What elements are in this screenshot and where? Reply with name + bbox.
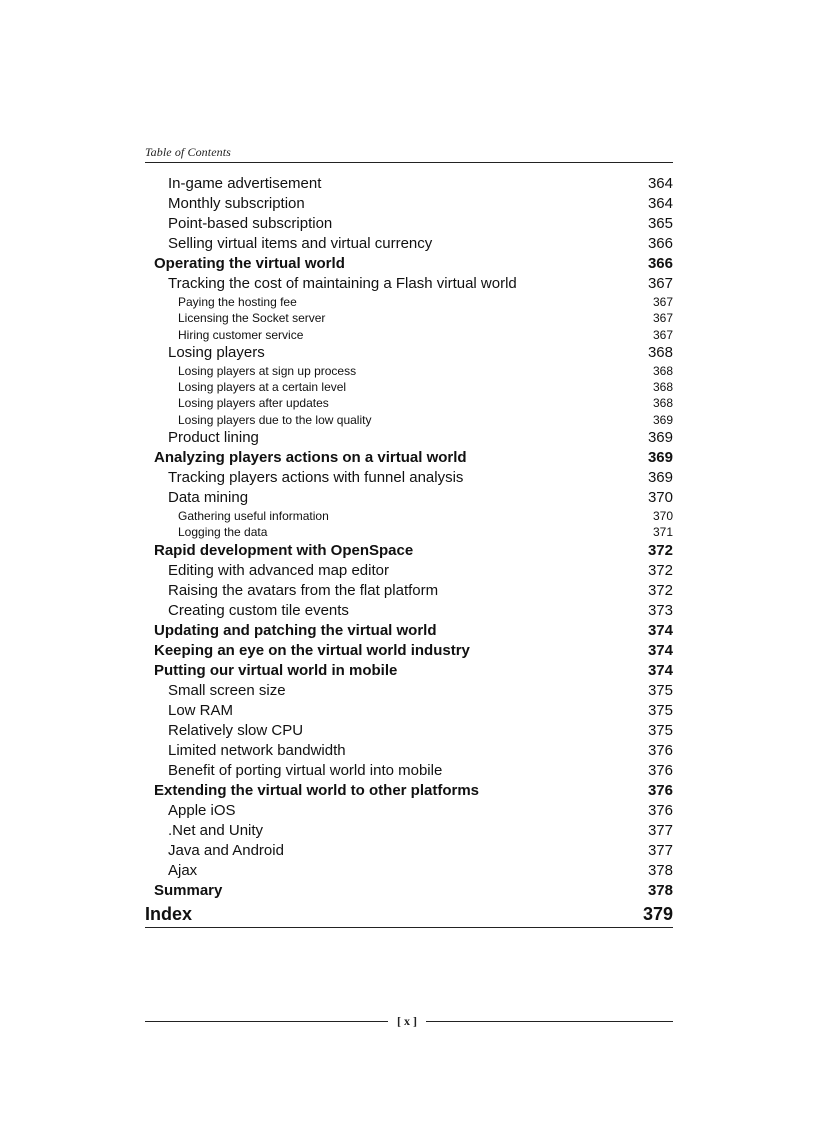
toc-subsection-entry[interactable]	[145, 214, 673, 234]
toc-entry-page: 373	[647, 601, 673, 619]
toc-subsection-entry[interactable]	[145, 488, 673, 508]
running-header: Table of Contents	[145, 145, 231, 159]
toc-subsection-entry[interactable]	[145, 428, 673, 448]
toc-subsection-entry[interactable]	[145, 721, 673, 741]
toc-subsection-entry[interactable]	[145, 861, 673, 881]
toc-entry-title: Licensing the Socket server	[178, 311, 326, 326]
toc-entry-title: Apple iOS	[168, 801, 236, 819]
toc-subsubsection-entry[interactable]	[145, 524, 673, 540]
toc-subsubsection-entry[interactable]	[145, 363, 673, 379]
toc-entry-page: 372	[647, 581, 673, 599]
toc-entry-page: 376	[647, 761, 673, 779]
toc-section-entry[interactable]	[145, 641, 673, 661]
toc-entry-title: Relatively slow CPU	[168, 721, 304, 739]
toc-subsection-entry[interactable]	[145, 701, 673, 721]
toc-entry-page: 365	[647, 215, 673, 232]
toc-entry-page: 368	[647, 343, 673, 361]
toc-entry-title: .Net and Unity	[168, 821, 264, 839]
toc-entry-title: Losing players due to the low quality	[178, 412, 372, 427]
toc-entry-title: Low RAM	[168, 701, 234, 719]
toc-subsection-entry[interactable]	[145, 194, 673, 214]
header-divider	[145, 162, 673, 163]
toc-subsection-entry[interactable]	[145, 681, 673, 701]
toc-entry-title: Rapid development with OpenSpace	[154, 541, 414, 559]
toc-entry-page: 367	[647, 275, 673, 292]
toc-subsection-entry[interactable]	[145, 234, 673, 254]
toc-entry-title: Data mining	[168, 489, 249, 507]
toc-subsubsection-entry[interactable]	[145, 379, 673, 395]
toc-subsection-entry[interactable]	[145, 561, 673, 581]
toc-entry-title: Updating and patching the virtual world	[154, 621, 437, 639]
toc-entry-page: 364	[647, 195, 673, 212]
toc-section-entry[interactable]	[145, 541, 673, 561]
toc-entry-page: 376	[647, 801, 673, 819]
toc-entry-page: 368	[652, 396, 673, 411]
toc-entry-page: 374	[647, 641, 673, 659]
toc-entry-page: 374	[647, 661, 673, 679]
toc-entry-title: Hiring customer service	[178, 327, 304, 342]
index-underline	[145, 927, 673, 928]
toc-subsection-entry[interactable]	[145, 761, 673, 781]
toc-entry-title: Point-based subscription	[168, 215, 333, 232]
toc-entry-title: Ajax	[168, 861, 198, 879]
toc-entry-title: Logging the data	[178, 525, 268, 540]
toc-entry-page: 375	[647, 681, 673, 699]
toc-entry-page: 379	[642, 903, 673, 924]
toc-entry-title: Tracking players actions with funnel analysis	[168, 469, 464, 487]
toc-entry-title: Tracking the cost of maintaining a Flash virtual world	[168, 275, 517, 292]
toc-section-entry[interactable]	[145, 621, 673, 641]
toc-entry-title: Losing players at sign up process	[178, 363, 357, 378]
toc-entry-page: 366	[647, 255, 673, 272]
toc-subsubsection-entry[interactable]	[145, 395, 673, 411]
toc-entry-page: 375	[647, 721, 673, 739]
toc-entry-title: Operating the virtual world	[154, 255, 345, 272]
toc-entry-title: Editing with advanced map editor	[168, 561, 389, 579]
footer-divider-left	[145, 1021, 388, 1022]
toc-entry-title: Losing players	[168, 343, 265, 361]
toc-entry-title: Gathering useful information	[178, 509, 329, 524]
toc-entry-title: Selling virtual items and virtual currency	[168, 235, 433, 252]
toc-entry-page: 377	[647, 821, 673, 839]
toc-entry-title: Monthly subscription	[168, 195, 305, 212]
toc-entry-page: 369	[647, 429, 673, 447]
toc-subsection-entry[interactable]	[145, 174, 673, 194]
toc-entry-title: Analyzing players actions on a virtual world	[154, 449, 467, 467]
toc-entry-page: 371	[652, 525, 673, 540]
toc-entry-page: 378	[647, 881, 673, 899]
toc-entry-page: 376	[647, 781, 673, 799]
toc-subsection-entry[interactable]	[145, 581, 673, 601]
toc-section-entry[interactable]	[145, 781, 673, 801]
toc-entry-page: 372	[647, 561, 673, 579]
toc-entry-title: Creating custom tile events	[168, 601, 349, 619]
toc-entry-page: 376	[647, 741, 673, 759]
toc-entry-page: 364	[647, 175, 673, 192]
toc-entry-page: 368	[652, 363, 673, 378]
toc-subsection-entry[interactable]	[145, 801, 673, 821]
toc-entry-title: Small screen size	[168, 681, 286, 699]
toc-entry-page: 370	[647, 489, 673, 507]
toc-entry-title: Putting our virtual world in mobile	[154, 661, 398, 679]
toc-entry-title: Keeping an eye on the virtual world industry	[154, 641, 470, 659]
toc-section-entry[interactable]	[145, 448, 673, 468]
toc-entry-title: Index	[145, 903, 193, 924]
toc-subsection-entry[interactable]	[145, 741, 673, 761]
toc-entry-page: 366	[647, 235, 673, 252]
toc-entry-title: Product lining	[168, 429, 259, 447]
toc-entry-page: 369	[647, 469, 673, 487]
toc-entry-title: Losing players after updates	[178, 396, 329, 411]
toc-entry-page: 367	[652, 327, 673, 342]
toc-entry-title: Extending the virtual world to other platforms	[154, 781, 480, 799]
toc-subsection-entry[interactable]	[145, 841, 673, 861]
toc-entry-page: 370	[652, 509, 673, 524]
toc-entry-page: 375	[647, 701, 673, 719]
toc-subsubsection-entry[interactable]	[145, 294, 673, 310]
toc-subsection-entry[interactable]	[145, 343, 673, 363]
toc-entry-title: Benefit of porting virtual world into mobile	[168, 761, 443, 779]
toc-entry-page: 367	[652, 311, 673, 326]
table-of-contents	[145, 174, 673, 928]
toc-entry-title: Limited network bandwidth	[168, 741, 346, 759]
toc-section-entry[interactable]	[145, 881, 673, 901]
toc-entry-page: 368	[652, 380, 673, 395]
toc-subsection-entry[interactable]	[145, 601, 673, 621]
toc-subsubsection-entry[interactable]	[145, 508, 673, 524]
toc-entry-title: Losing players at a certain level	[178, 380, 347, 395]
toc-section-entry[interactable]	[145, 661, 673, 681]
toc-entry-title: In-game advertisement	[168, 175, 322, 192]
toc-subsection-entry[interactable]	[145, 468, 673, 488]
toc-entry-page: 372	[647, 541, 673, 559]
toc-entry-page: 374	[647, 621, 673, 639]
toc-entry-page: 369	[652, 412, 673, 427]
toc-subsubsection-entry[interactable]	[145, 412, 673, 428]
toc-subsection-entry[interactable]	[145, 274, 673, 294]
toc-entry-title: Paying the hosting fee	[178, 295, 297, 309]
footer-divider-right	[426, 1021, 673, 1022]
toc-chapter-entry[interactable]	[145, 901, 673, 927]
toc-entry-page: 377	[647, 841, 673, 859]
page-number: [ x ]	[397, 1014, 417, 1028]
toc-entry-title: Raising the avatars from the flat platform	[168, 581, 439, 599]
toc-section-entry[interactable]	[145, 254, 673, 274]
toc-entry-title: Summary	[154, 881, 223, 899]
toc-entry-page: 378	[647, 861, 673, 879]
toc-entry-title: Java and Android	[168, 841, 284, 859]
toc-subsection-entry[interactable]	[145, 821, 673, 841]
toc-subsubsection-entry[interactable]	[145, 327, 673, 343]
toc-subsubsection-entry[interactable]	[145, 310, 673, 326]
toc-entry-page: 369	[647, 449, 673, 467]
toc-entry-page: 367	[652, 295, 673, 309]
